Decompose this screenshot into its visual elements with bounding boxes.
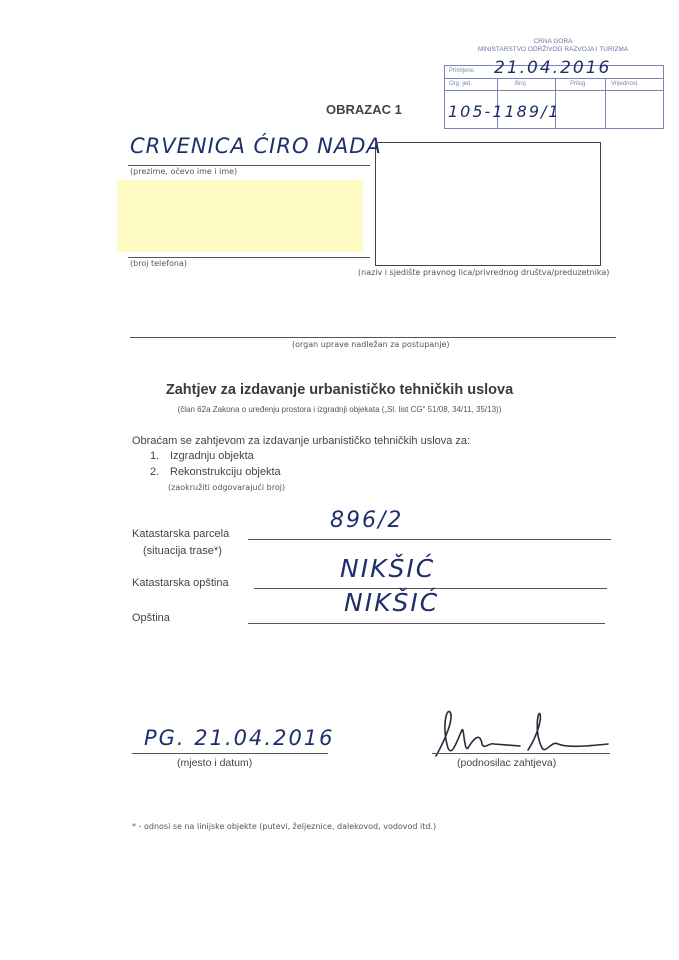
name-line: [128, 165, 370, 166]
municipality-value: NIKŠIĆ: [344, 588, 440, 617]
stamp-header: CRNA GORA MINISTARSTVO ODRŽIVOG RAZVOJA I TURIZMA: [477, 38, 629, 53]
stamp-vrijednost-label: Vrijednost: [611, 81, 638, 87]
redacted-address-block: [117, 180, 363, 252]
option-2-label: Rekonstrukciju objekta: [170, 466, 281, 478]
option-caption: (zaokružiti odgovarajući broj): [168, 483, 286, 492]
applicant-line: [432, 753, 610, 754]
option-1-number: 1.: [150, 450, 160, 462]
organ-caption: (organ uprave nadležan za postupanje): [292, 340, 450, 349]
municipality-line: [248, 623, 605, 624]
organ-line: [130, 337, 616, 338]
name-caption: (prezime, očevo ime i ime): [130, 167, 238, 176]
place-date-value: PG. 21.04.2016: [144, 726, 335, 750]
stamp-prilog-label: Prilog: [570, 81, 586, 87]
option-2-number: 2.: [150, 466, 160, 478]
phone-caption: (broj telefona): [130, 259, 187, 268]
company-caption: (naziv i sjedište pravnog lica/privrednog društva/preduzetnika): [358, 268, 610, 277]
stamp-file-number: 105-1189/1: [448, 102, 561, 121]
stamp-broj-label: Broj: [515, 81, 526, 87]
cadastral-municipality-value: NIKŠIĆ: [340, 554, 436, 583]
parcel-line: [248, 539, 611, 540]
company-box: [375, 142, 601, 266]
parcel-sub-label: (situacija trase*): [143, 545, 222, 557]
place-date-caption: (mjesto i datum): [177, 757, 253, 769]
intro-text: Obraćam se zahtjevom za izdavanje urbanističko tehničkih uslova za:: [132, 435, 471, 447]
place-date-line: [132, 753, 328, 754]
parcel-value: 896/2: [330, 508, 404, 533]
applicant-name: CRVENICA ĆIRO NADA: [130, 134, 382, 158]
registry-stamp: [436, 38, 666, 128]
applicant-caption: (podnosilac zahtjeva): [457, 757, 557, 769]
stamp-received-date: 21.04.2016: [494, 58, 612, 78]
form-id: OBRAZAC 1: [326, 102, 402, 117]
phone-line: [128, 257, 370, 258]
stamp-org-label: Org. jed.: [449, 81, 473, 87]
footnote: * - odnosi se na linijske objekte (putevi, željeznice, dalekovod, vodovod itd.): [132, 822, 437, 831]
cadastral-municipality-label: Katastarska opština: [132, 577, 229, 589]
document-subtitle: (član 62a Zakona o uređenju prostora i izgradnji objekata („Sl. list CG" 51/08, 34/11, 35/13)): [177, 405, 502, 414]
parcel-label: Katastarska parcela: [132, 528, 230, 540]
document-title: Zahtjev za izdavanje urbanističko tehničkih uslova: [165, 382, 514, 398]
stamp-primljeno-label: Primljeno: [449, 68, 475, 74]
municipality-label: Opština: [132, 612, 170, 624]
option-1-label: Izgradnju objekta: [170, 450, 254, 462]
